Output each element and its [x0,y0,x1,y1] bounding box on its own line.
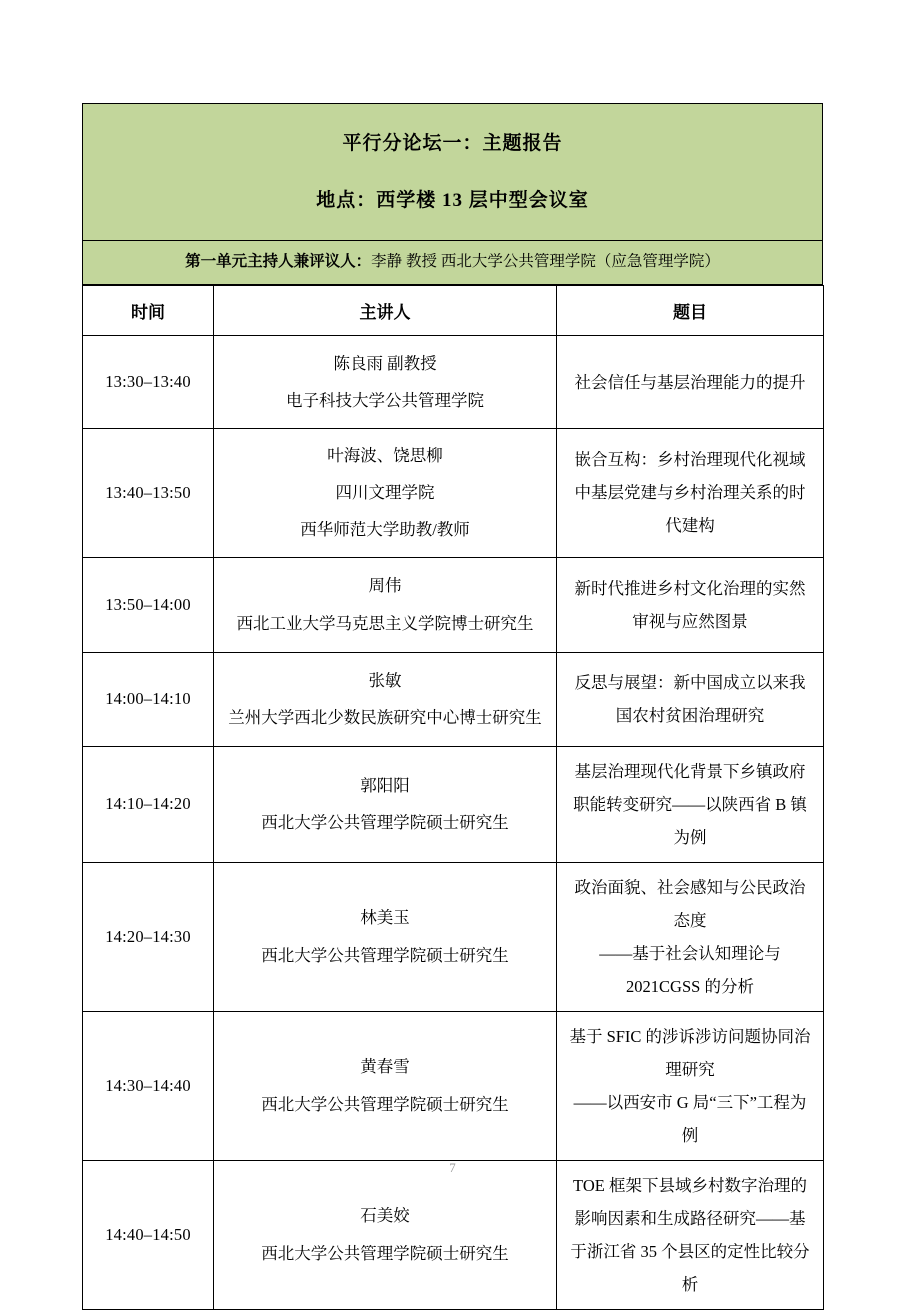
time-cell: 14:20–14:30 [83,862,214,1011]
table-row [83,1011,824,1160]
title-line: 基于 SFIC 的涉诉涉访问题协同治理研究 [569,1026,811,1079]
session-moderator-strip [82,241,823,285]
table-row [83,652,824,746]
speaker-line: 西北大学公共管理学院硕士研究生 [261,813,509,833]
speaker-line: 西北大学公共管理学院硕士研究生 [261,1094,509,1114]
title-line: 嵌合互构：乡村治理现代化视域中基层党建与乡村治理关系的时代建构 [574,450,806,536]
speaker-line: 石美姣 [360,1206,410,1226]
speaker-cell [214,746,557,862]
title-cell [557,1160,824,1309]
time-cell: 13:30–13:40 [83,336,214,429]
speaker-cell [214,1011,557,1160]
session-moderator-value: 李静 教授 西北大学公共管理学院（应急管理学院） [371,253,720,270]
column-header-speaker: 主讲人 [214,286,557,336]
speaker-line: 西北大学公共管理学院硕士研究生 [261,945,509,965]
time-cell: 14:00–14:10 [83,652,214,746]
title-cell [557,336,824,429]
table-row [83,746,824,862]
title-line: 政治面貌、社会感知与公民政治态度 [574,877,806,930]
time-cell: 14:40–14:50 [83,1160,214,1309]
session-moderator-label: 第一单元主持人兼评议人： [185,253,372,270]
title-line: ——以西安市 G 局“三下”工程为例 [573,1092,807,1145]
time-cell: 14:30–14:40 [83,1011,214,1160]
forum-title: 平行分论坛一：主题报告 [342,133,563,154]
speaker-line: 林美玉 [360,908,410,928]
speaker-line: 叶海波、饶思柳 [327,446,443,466]
time-cell: 13:50–14:00 [83,557,214,652]
title-line: 反思与展望：新中国成立以来我国农村贫困治理研究 [574,673,806,726]
speaker-line: 周伟 [368,576,402,596]
column-header-title: 题目 [557,286,824,336]
table-row [83,429,824,557]
title-cell [557,746,824,862]
speaker-line: 兰州大学西北少数民族研究中心博士研究生 [228,708,542,728]
time-cell: 13:40–13:50 [83,429,214,557]
title-cell [557,429,824,557]
title-line: TOE 框架下县域乡村数字治理的影响因素和生成路径研究——基于浙江省 35 个县区的定性比较分析 [570,1175,810,1294]
speaker-line: 张敏 [368,670,402,690]
title-cell [557,862,824,1011]
speaker-line: 电子科技大学公共管理学院 [286,391,484,411]
title-line: ——基于社会认知理论与 [599,943,781,963]
speaker-cell [214,1160,557,1309]
speaker-line: 陈良雨 副教授 [333,354,437,374]
table-row [83,557,824,652]
speaker-cell [214,862,557,1011]
title-line: 社会信任与基层治理能力的提升 [574,372,806,392]
speaker-line: 西北大学公共管理学院硕士研究生 [261,1243,509,1263]
title-line: 2021CGSS 的分析 [626,976,754,996]
conference-schedule-document [82,103,823,1310]
forum-location: 地点：西学楼 13 层中型会议室 [316,190,589,211]
table-header-row [83,286,824,336]
speaker-line: 郭阳阳 [360,775,410,795]
speaker-cell [214,429,557,557]
table-row [83,1160,824,1309]
table-row [83,336,824,429]
title-line: 基层治理现代化背景下乡镇政府职能转变研究——以陕西省 B 镇为例 [573,761,807,847]
time-cell: 14:10–14:20 [83,746,214,862]
title-cell [557,557,824,652]
table-row [83,862,824,1011]
speaker-line: 西北工业大学马克思主义学院博士研究生 [236,613,534,633]
title-cell [557,652,824,746]
speaker-line: 黄春雪 [360,1057,410,1077]
title-cell [557,1011,824,1160]
speaker-line: 四川文理学院 [335,483,435,503]
speaker-cell [214,557,557,652]
title-line: 新时代推进乡村文化治理的实然审视与应然图景 [574,578,806,631]
schedule-table [82,285,824,1309]
forum-header [82,103,823,241]
speaker-line: 西华师范大学助教/教师 [300,520,470,540]
page-number: 7 [449,1160,456,1175]
column-header-time: 时间 [83,286,214,336]
speaker-cell [214,336,557,429]
speaker-cell [214,652,557,746]
